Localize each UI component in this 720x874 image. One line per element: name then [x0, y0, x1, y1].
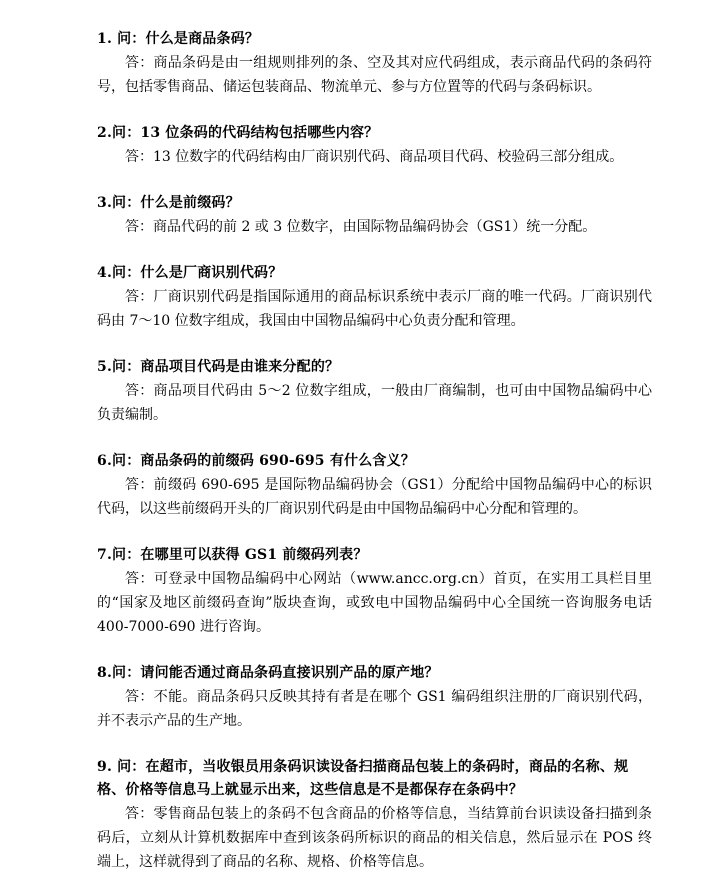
faq-item-1: [97, 28, 652, 99]
faq-item-5: [97, 356, 652, 427]
faq-item-7: [97, 544, 652, 639]
faq-answer: 答：厂商识别代码是指国际通用的商品标识系统中表示厂商的唯一代码。厂商识别代码由 7～10 位数字组成，我国由中国物品编码中心负责分配和管理。: [97, 289, 652, 329]
faq-question: 5.问：商品项目代码是由谁来分配的？: [97, 359, 340, 375]
faq-answer: 答：前缀码 690-695 是国际物品编码协会（GS1）分配给中国物品编码中心的标识代码，以这些前缀码开头的厂商识别代码是由中国物品编码中心分配和管理的。: [97, 477, 652, 517]
faq-answer: 答：可登录中国物品编码中心网站（www.ancc.org.cn）首页，在实用工具栏目里的“国家及地区前缀码查询”版块查询，或致电中国物品编码中心全国统一咨询服务电话 400-7000-690 进行咨询。: [97, 571, 652, 635]
faq-answer: 答：不能。商品条码只反映其持有者是在哪个 GS1 编码组织注册的厂商识别代码，并不表示产品的生产地。: [97, 689, 652, 729]
faq-question: 4.问：什么是厂商识别代码？: [97, 265, 283, 281]
faq-question: 7.问：在哪里可以获得 GS1 前缀码列表？: [97, 547, 368, 563]
faq-item-6: [97, 450, 652, 521]
faq-item-4: [97, 262, 652, 333]
faq-question: 3.问：什么是前缀码？: [97, 195, 240, 211]
faq-item-3: [97, 192, 652, 239]
faq-question: 9. 问：在超市，当收银员用条码识读设备扫描商品包装上的条码时，商品的名称、规格、价格等信息马上就显示出来，这些信息是不是都保存在条码中？: [97, 759, 629, 798]
faq-answer: 答：商品代码的前 2 或 3 位数字，由国际物品编码协会（GS1）统一分配。: [125, 219, 597, 235]
faq-item-2: [97, 122, 652, 169]
faq-question: 8.问：请问能否通过商品条码直接识别产品的原产地？: [97, 665, 439, 681]
faq-answer: 答：13 位数字的代码结构由厂商识别代码、商品项目代码、校验码三部分组成。: [125, 149, 624, 165]
faq-answer: 答：零售商品包装上的条码不包含商品的价格等信息，当结算前台识读设备扫描到条码后，立刻从计算机数据库中查到该条码所标识的商品的相关信息，然后显示在 POS 终端上，这样就得到了商品的名称、规格、价格等信息。: [97, 806, 652, 870]
faq-question: 1. 问：什么是商品条码？: [97, 31, 260, 47]
faq-item-8: [97, 662, 652, 733]
faq-question: 2.问：13 位条码的代码结构包括哪些内容？: [97, 125, 379, 141]
faq-answer: 答：商品项目代码由 5～2 位数字组成，一般由厂商编制，也可由中国物品编码中心负责编制。: [97, 383, 652, 423]
faq-item-9: [97, 756, 652, 874]
faq-question: 6.问：商品条码的前缀码 690-695 有什么含义？: [97, 453, 416, 469]
faq-answer: 答：商品条码是由一组规则排列的条、空及其对应代码组成，表示商品代码的条码符号，包括零售商品、储运包装商品、物流单元、参与方位置等的代码与条码标识。: [97, 55, 652, 95]
